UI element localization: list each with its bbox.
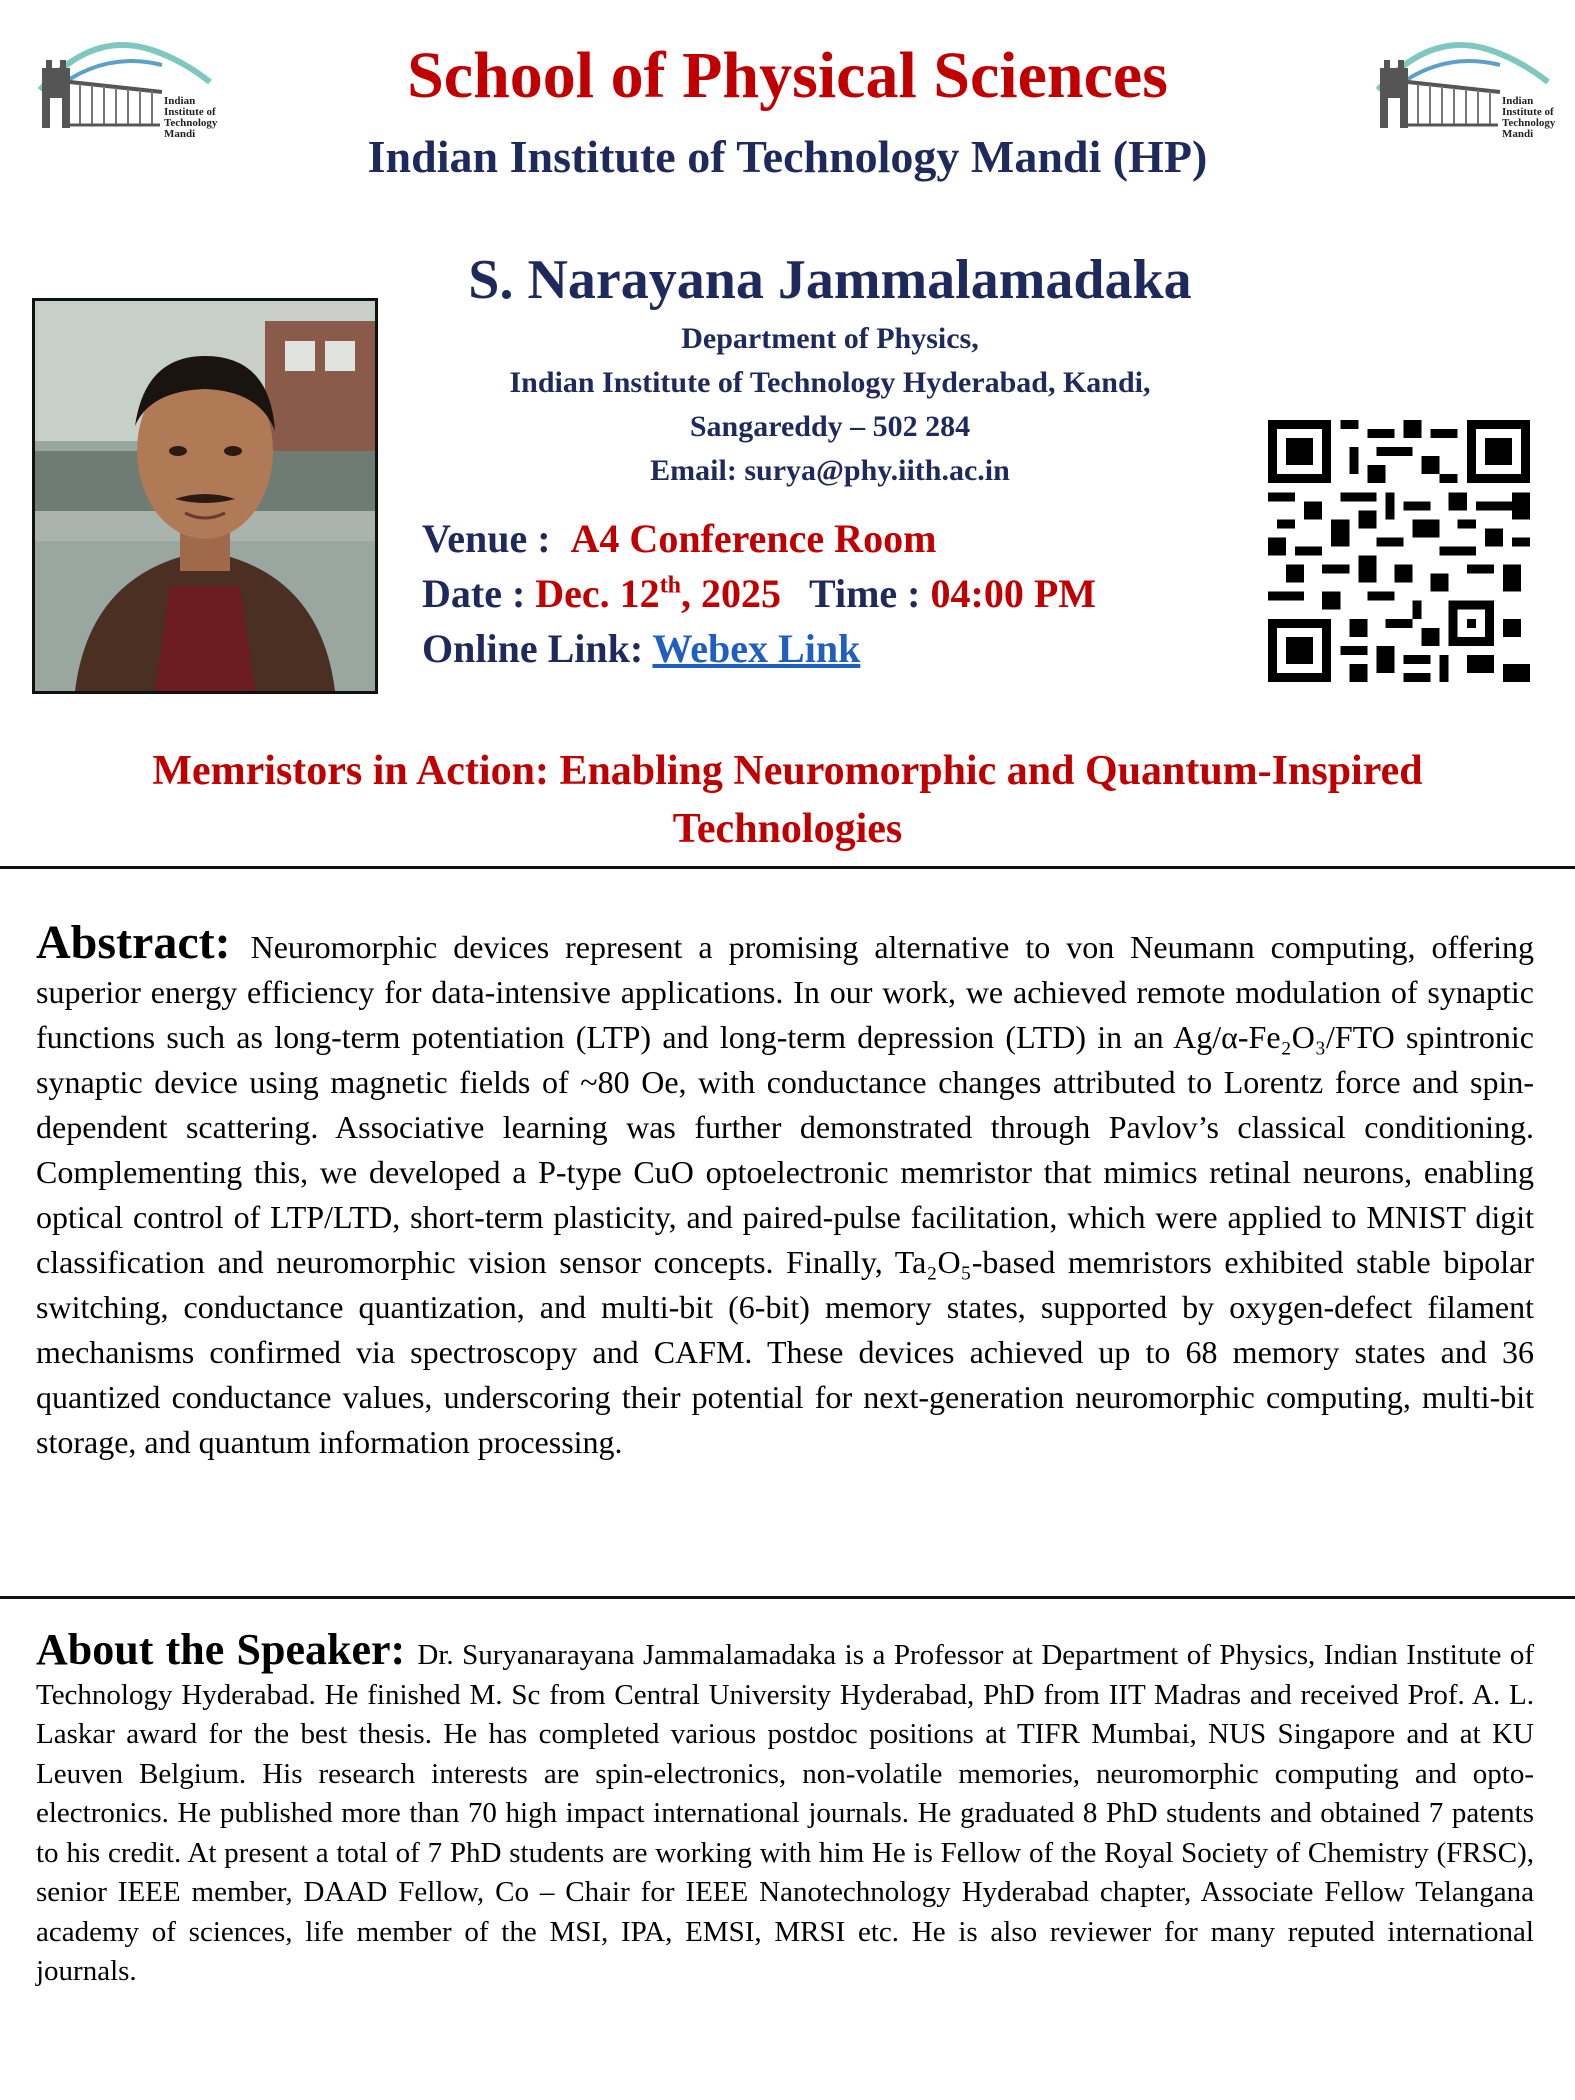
speaker-address: Sangareddy – 502 284 bbox=[689, 410, 971, 443]
venue-value: A4 Conference Room bbox=[570, 516, 937, 561]
venue-label: Venue : bbox=[422, 516, 551, 561]
date-label: Date : bbox=[422, 571, 526, 616]
logo-text: Indian Institute of Technology Mandi bbox=[164, 95, 218, 140]
online-line bbox=[422, 625, 860, 672]
date-value bbox=[535, 571, 781, 616]
speaker-photo bbox=[32, 298, 378, 694]
logo-text: Indian Institute of Technology Mandi bbox=[1502, 95, 1556, 140]
date-suffix: th bbox=[659, 572, 682, 599]
date-year: , 2025 bbox=[681, 571, 782, 616]
speaker-name: S. Narayana Jammalamadaka bbox=[468, 249, 1192, 311]
about-text: Dr. Suryanarayana Jammalamadaka is a Professor at Department of Physics, Indian Institute of Technology Hyderabad. He finished M. Sc from Central University Hyderabad, PhD from IIT Madras and received Prof. A. L. Laskar award for the best thesis. He has completed various postdoc positions at TIFR Mumbai, NUS Singapore and at KU Leuven Belgium. His research interests are spin-electronics, non-volatile memories, neuromorphic computing and opto-electronics. He published more than 70 high impact international journals. He graduated 8 PhD students and obtained 7 patents to his credit. At present a total of 7 PhD students are working with him He is Fellow of the Royal Society of Chemistry (FRSC), senior IEEE member, DAAD Fellow, Co – Chair for IEEE Nanotechnology Hyderabad chapter, Associate Fellow Telangana academy of sciences, life member of the MSI, IPA, EMSI, MRSI etc. He is also reviewer for many reputed international journals. bbox=[36, 1639, 1534, 1987]
abstract-text: Neuromorphic devices represent a promising alternative to von Neumann computing, offering superior energy efficiency for data-intensive applications. In our work, we achieved remote modulation of synaptic functions such as long-term potentiation (LTP) and long-term depression (LTD) in an Ag/α-Fe₂O₃/FTO spintronic synaptic device using magnetic fields of ~80 Oe, with conductance changes attributed to Lorentz force and spin-dependent scattering. Associative learning was further demonstrated through Pavlov’s classical conditioning. Complementing this, we developed a P-type CuO optoelectronic memristor that mimics retinal neurons, enabling optical control of LTP/LTD, short-term plasticity, and paired-pulse facilitation, which were applied to MNIST digit classification and neuromorphic vision sensor concepts. Finally, Ta₂O₅-based memristors exhibited stable bipolar switching, conductance quantization, and multi-bit (6-bit) memory states, supported by oxygen-defect filament mechanisms confirmed via spectroscopy and CAFM. These devices achieved up to 68 memory states and 36 quantized conductance values, underscoring their potential for next-generation neuromorphic computing, multi-bit storage, and quantum information processing. bbox=[36, 929, 1534, 1460]
about-heading: About the Speaker: bbox=[36, 1625, 418, 1674]
abstract-section bbox=[36, 916, 1534, 1465]
about-section bbox=[36, 1625, 1534, 1992]
divider bbox=[0, 866, 1575, 869]
venue-line bbox=[422, 515, 936, 562]
abstract-heading: Abstract: bbox=[36, 916, 251, 969]
time-label: Time : bbox=[809, 571, 921, 616]
speaker-department: Department of Physics, bbox=[681, 322, 979, 355]
webex-link[interactable]: Webex Link bbox=[652, 626, 861, 671]
date-time-line bbox=[422, 570, 1096, 617]
qr-code[interactable] bbox=[1268, 420, 1530, 682]
institute-title: Indian Institute of Technology Mandi (HP) bbox=[367, 131, 1208, 182]
online-label: Online Link: bbox=[422, 626, 644, 671]
school-title: School of Physical Sciences bbox=[407, 39, 1168, 112]
divider bbox=[0, 1596, 1575, 1599]
date-day: Dec. 12 bbox=[535, 571, 660, 616]
talk-title: Memristors in Action: Enabling Neuromorphic and Quantum-Inspired Technologies bbox=[152, 748, 1423, 852]
speaker-email: Email: surya@phy.iith.ac.in bbox=[650, 454, 1010, 487]
speaker-institution: Indian Institute of Technology Hyderabad, Kandi, bbox=[509, 366, 1151, 399]
time-value: 04:00 PM bbox=[930, 571, 1097, 616]
